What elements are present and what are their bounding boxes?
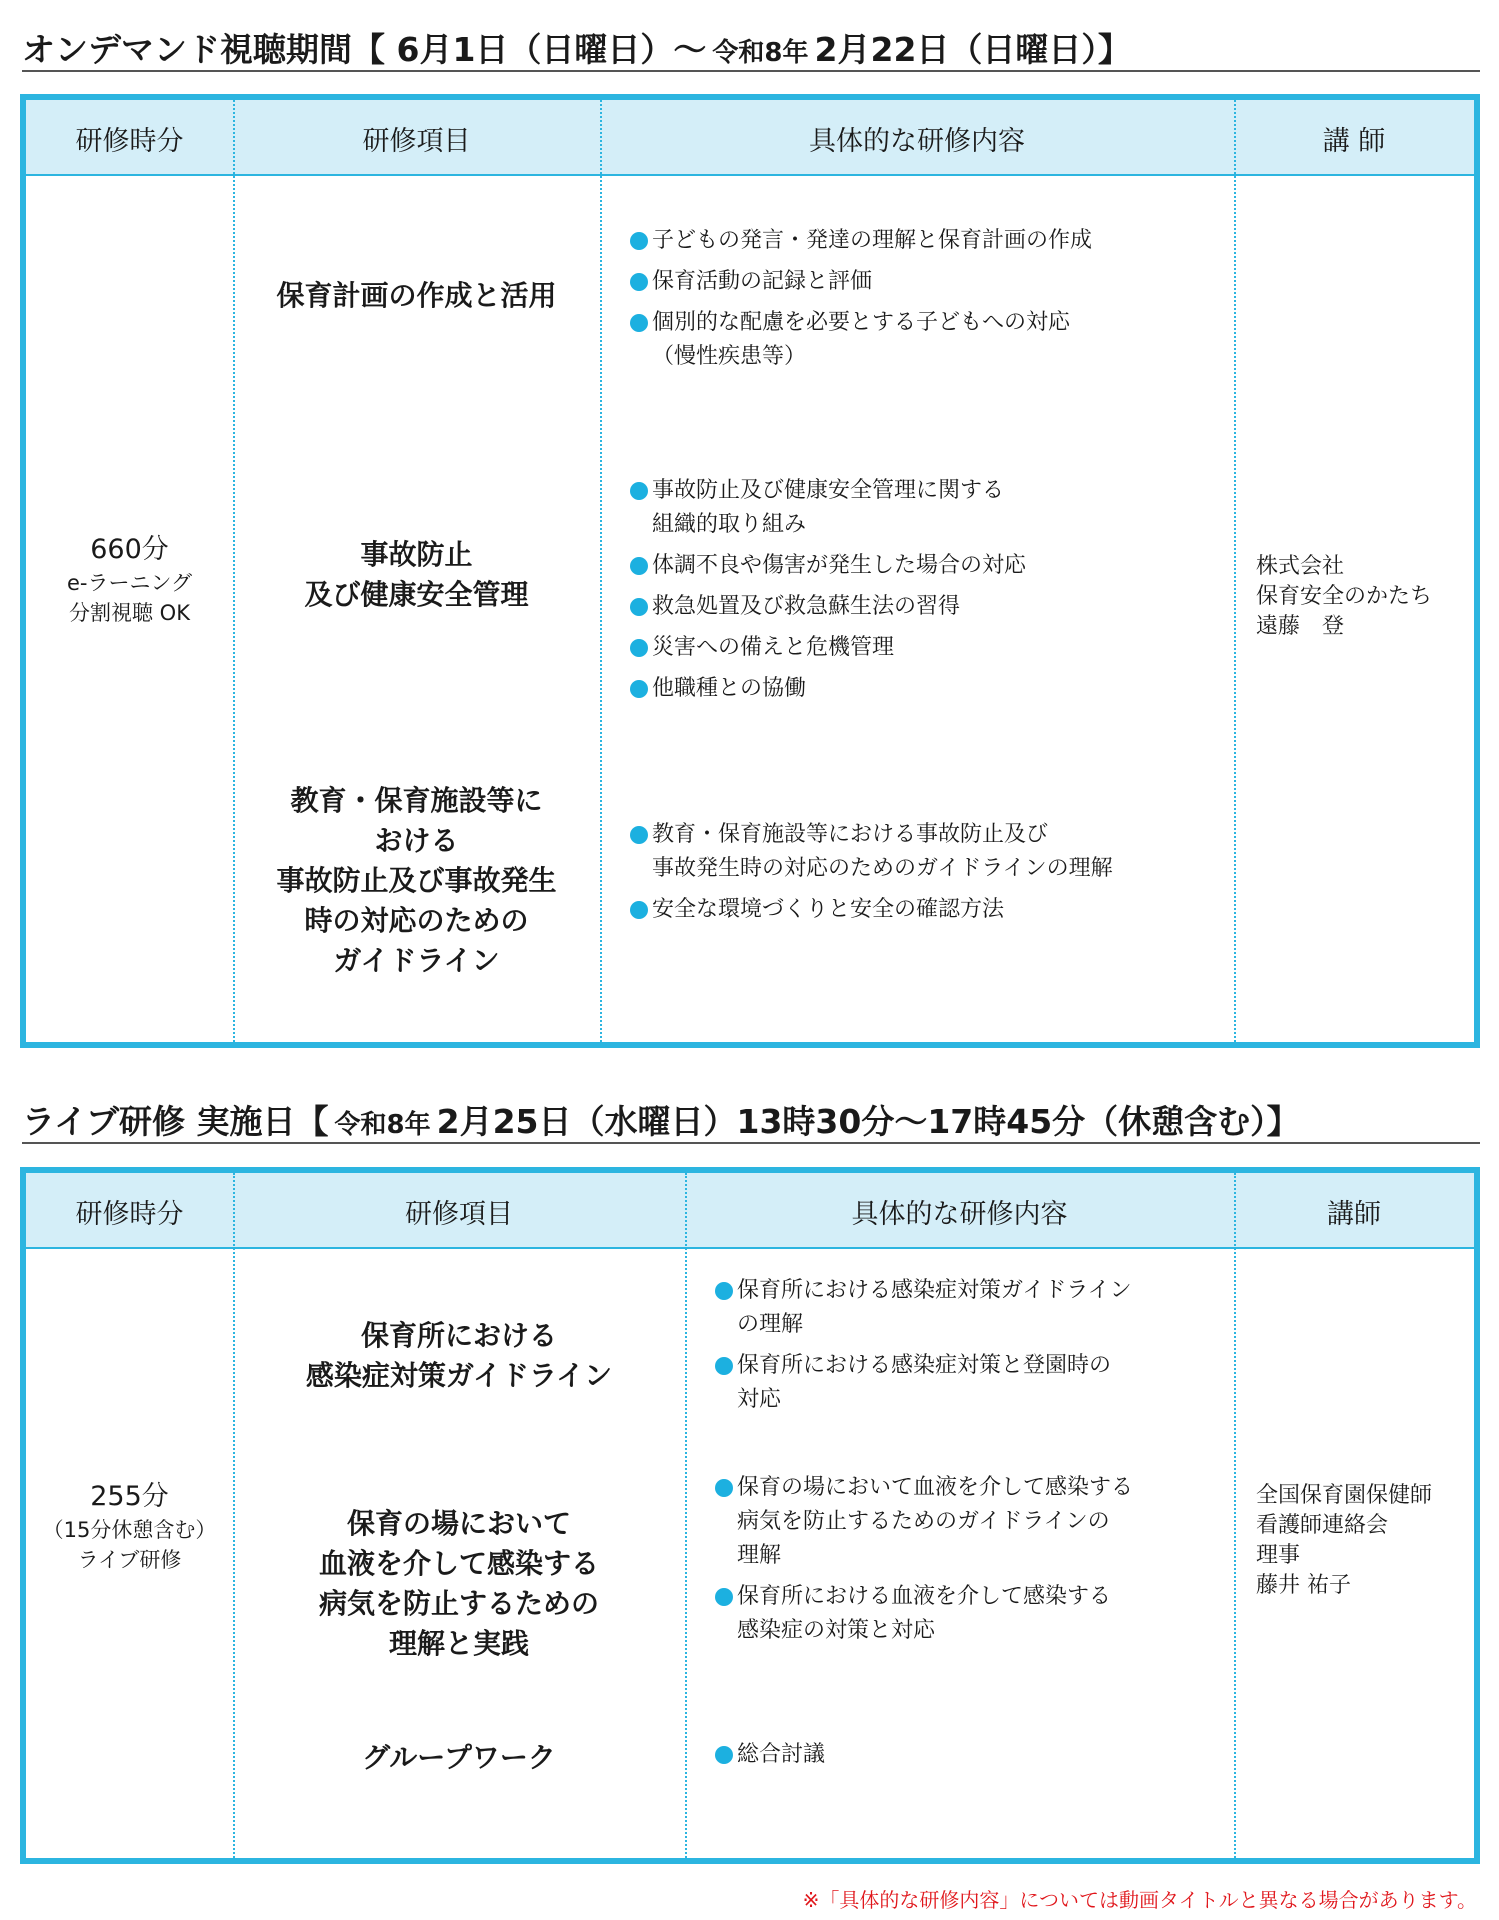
topic-line: 時の対応のための — [304, 904, 529, 937]
content-bullet — [630, 893, 1220, 927]
header-time: 研修時分 — [75, 125, 184, 157]
topic-line: 理解と実践 — [388, 1627, 529, 1660]
content-bullet — [630, 631, 1220, 665]
topic-line: ガイドライン — [333, 944, 500, 977]
header-topic: 研修項目 — [405, 1198, 513, 1230]
ondemand-topic — [233, 535, 600, 615]
content-bullet — [715, 1274, 1225, 1342]
header-lecturer: 講 師 — [1322, 125, 1386, 157]
content-line: 感染症の対策と対応 — [737, 1618, 936, 1643]
live-table — [20, 1167, 1480, 1864]
live-content-group — [715, 1738, 1225, 1779]
footnote: ※「具体的な研修内容」については動画タイトルと異なる場合があります。 — [802, 1888, 1477, 1912]
ondemand-title-era: 令和8年 — [712, 38, 809, 68]
ondemand-topic — [233, 781, 600, 981]
live-topic — [233, 1316, 685, 1396]
content-line: 体調不良や傷害が発生した場合の対応 — [652, 553, 1027, 578]
content-line: 保育所における血液を介して感染する — [737, 1584, 1112, 1609]
content-bullet — [630, 818, 1220, 886]
lecturer-line: 株式会社 — [1256, 554, 1345, 579]
topic-line: おける — [374, 824, 459, 857]
live-content-group — [715, 1471, 1225, 1655]
topic-line: 病気を防止するための — [318, 1587, 599, 1620]
content-bullet — [715, 1471, 1225, 1573]
live-topic — [233, 1504, 685, 1664]
content-bullet — [630, 549, 1220, 583]
content-line: 救急処置及び救急蘇生法の習得 — [652, 594, 961, 619]
lecturer-line: 理事 — [1256, 1543, 1301, 1568]
content-line: 子どもの発言・発達の理解と保育計画の作成 — [652, 228, 1093, 253]
ondemand-table-header — [26, 100, 1474, 176]
topic-line: 教育・保育施設等に — [290, 784, 543, 817]
header-time: 研修時分 — [75, 1198, 184, 1230]
live-content-group — [715, 1274, 1225, 1424]
live-topic — [233, 1738, 685, 1778]
ondemand-time-sub1: e-ラーニング — [66, 571, 193, 595]
ondemand-title-end: 2月22日（日曜日）】 — [814, 30, 1131, 69]
live-title-main: ライブ研修 実施日【 — [22, 1102, 329, 1141]
content-bullet — [630, 224, 1220, 258]
content-line: 病気を防止するためのガイドラインの — [737, 1509, 1110, 1534]
ondemand-content-group — [630, 818, 1220, 934]
content-line: 保育の場において血液を介して感染する — [737, 1475, 1134, 1500]
lecturer-line: 全国保育園保健師 — [1256, 1483, 1433, 1508]
content-line: 保育所における感染症対策ガイドライン — [737, 1278, 1132, 1303]
ondemand-content-group — [630, 474, 1220, 713]
ondemand-lecturer — [1256, 552, 1432, 642]
content-line: 他職種との協働 — [652, 676, 807, 701]
content-line: 事故防止及び健康安全管理に関する — [652, 478, 1005, 503]
content-line: 理解 — [737, 1543, 782, 1568]
content-line: 個別的な配慮を必要とする子どもへの対応 — [652, 310, 1071, 335]
column-divider — [1234, 1173, 1236, 1858]
header-lecturer: 講師 — [1327, 1198, 1381, 1230]
content-line: 保育所における感染症対策と登園時の — [737, 1353, 1112, 1378]
content-bullet — [630, 265, 1220, 299]
topic-line: 及び健康安全管理 — [304, 578, 529, 611]
content-bullet — [715, 1738, 1225, 1772]
topic-line: 感染症対策ガイドライン — [305, 1359, 613, 1392]
header-content: 具体的な研修内容 — [809, 125, 1025, 157]
topic-line: グループワーク — [362, 1741, 556, 1774]
lecturer-line: 藤井 祐子 — [1256, 1573, 1351, 1598]
live-section-title — [22, 1096, 1480, 1144]
content-line: 対応 — [737, 1387, 782, 1412]
live-title-era: 令和8年 — [334, 1110, 431, 1140]
content-bullet — [630, 590, 1220, 624]
topic-line: 保育の場において — [346, 1507, 571, 1540]
live-time-sub1: （15分休憩含む） — [42, 1518, 217, 1542]
header-topic: 研修項目 — [362, 125, 471, 157]
content-bullet — [630, 306, 1220, 374]
column-divider — [600, 100, 602, 1042]
lecturer-line: 看護師連絡会 — [1256, 1513, 1389, 1538]
topic-line: 血液を介して感染する — [318, 1547, 599, 1580]
content-line: 総合討議 — [737, 1742, 826, 1767]
column-divider — [1234, 100, 1236, 1042]
ondemand-time-cell — [26, 532, 233, 628]
ondemand-table — [20, 94, 1480, 1048]
ondemand-content-group — [630, 224, 1220, 381]
content-bullet — [630, 474, 1220, 542]
content-bullet — [630, 672, 1220, 706]
topic-line: 事故防止 — [360, 538, 473, 571]
content-line: 安全な環境づくりと安全の確認方法 — [652, 897, 1005, 922]
live-title-end: 2月25日（水曜日）13時30分〜17時45分（休憩含む）】 — [436, 1102, 1300, 1141]
live-time-main: 255分 — [90, 1481, 169, 1512]
header-content: 具体的な研修内容 — [851, 1198, 1068, 1230]
topic-line: 保育計画の作成と活用 — [276, 279, 557, 312]
content-line: （慢性疾患等） — [652, 344, 807, 369]
content-line: 事故発生時の対応のためのガイドラインの理解 — [652, 856, 1113, 881]
ondemand-topic — [233, 276, 600, 316]
topic-line: 保育所における — [360, 1319, 557, 1352]
column-divider — [685, 1173, 687, 1858]
topic-line: 事故防止及び事故発生 — [276, 864, 557, 897]
content-line: の理解 — [737, 1312, 804, 1337]
content-line: 教育・保育施設等における事故防止及び — [652, 822, 1049, 847]
live-time-cell — [26, 1479, 233, 1575]
ondemand-time-main: 660分 — [90, 534, 169, 565]
lecturer-line: 保育安全のかたち — [1256, 584, 1433, 609]
live-time-sub2: ライブ研修 — [77, 1548, 182, 1572]
ondemand-time-sub2: 分割視聴 OK — [69, 601, 190, 625]
lecturer-line: 遠藤 登 — [1256, 614, 1345, 639]
live-lecturer — [1256, 1481, 1432, 1601]
content-bullet — [715, 1349, 1225, 1417]
content-bullet — [715, 1580, 1225, 1648]
content-line: 保育活動の記録と評価 — [652, 269, 873, 294]
content-line: 災害への備えと危機管理 — [652, 635, 895, 660]
ondemand-section-title — [22, 24, 1480, 72]
live-table-header — [26, 1173, 1474, 1249]
content-line: 組織的取り組み — [652, 512, 807, 537]
ondemand-title-main: オンデマンド視聴期間【 6月1日（日曜日）〜 — [22, 30, 707, 69]
